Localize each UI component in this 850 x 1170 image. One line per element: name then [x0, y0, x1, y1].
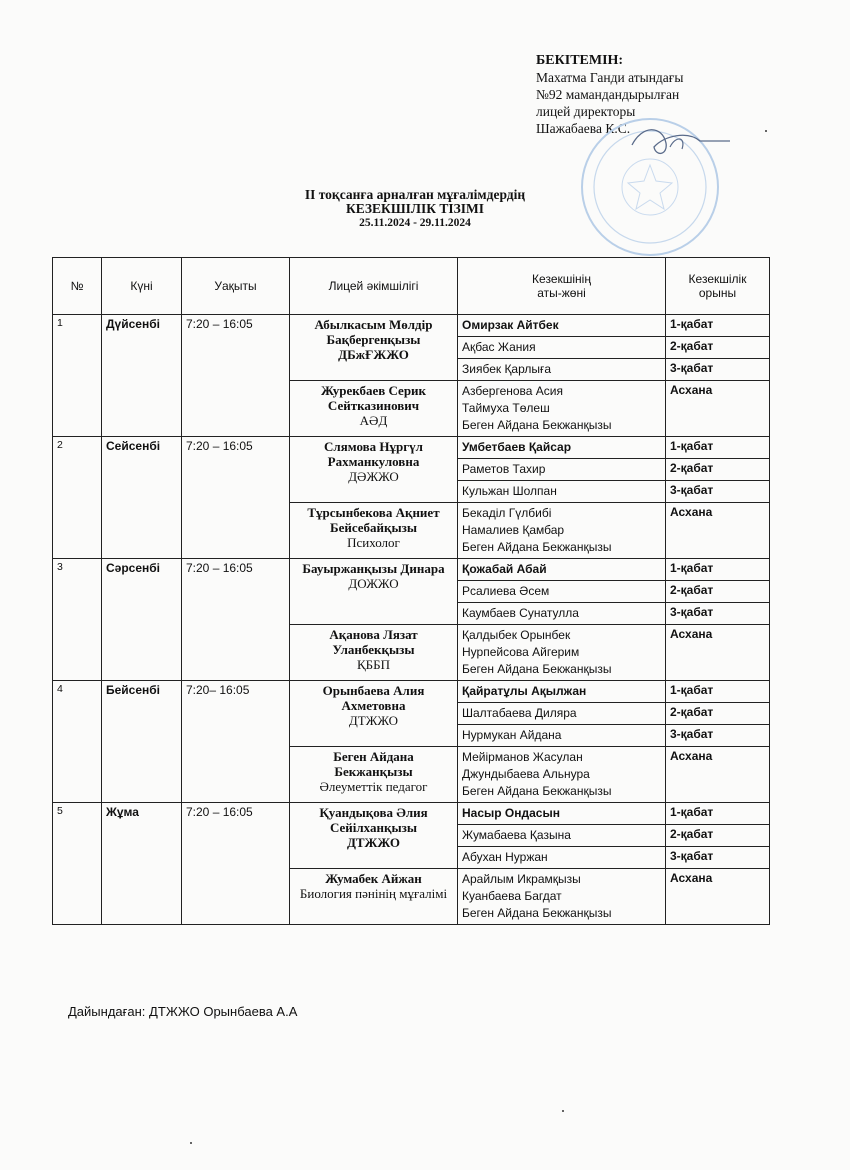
duty-place: 2-қабат [666, 581, 770, 603]
day-name: Сейсенбі [102, 437, 182, 559]
day-number: 2 [53, 437, 102, 559]
scan-speck [765, 130, 767, 132]
floor-duty-teacher: Ақбас Жания [458, 337, 666, 359]
canteen-teacher: Джундыбаева Альнура [462, 767, 590, 781]
admin-role: ДТЖЖО [348, 713, 399, 728]
header-duty-name-line1: Кезекшінің [532, 272, 591, 286]
duty-place: Асхана [666, 381, 770, 437]
canteen-duty-teachers [458, 869, 666, 925]
canteen-teacher: Беген Айдана Бекжанқызы [462, 784, 612, 798]
duty-place: 2-қабат [666, 459, 770, 481]
canteen-teacher: Беген Айдана Бекжанқызы [462, 906, 612, 920]
header-administration: Лицей әкімшілігі [290, 258, 458, 315]
header-duty-place-line1: Кезекшілік [688, 272, 747, 286]
table-row [53, 559, 770, 581]
day-number: 5 [53, 803, 102, 925]
admin-role: ҚББП [357, 657, 390, 672]
canteen-duty-teachers [458, 625, 666, 681]
table-row [53, 315, 770, 337]
admin-on-duty [290, 559, 458, 625]
approval-line: Махатма Ганди атындағы [536, 70, 684, 85]
header-duty-place [666, 258, 770, 315]
table-row [53, 803, 770, 825]
admin-on-duty [290, 869, 458, 925]
table-row [53, 437, 770, 459]
duty-place: 2-қабат [666, 703, 770, 725]
admin-role: ДБжҒЖЖО [338, 347, 409, 362]
admin-role: ДОЖЖО [348, 576, 399, 591]
approval-heading: БЕКІТЕМІН: [536, 53, 624, 68]
header-duty-name [458, 258, 666, 315]
canteen-teacher: Таймуха Төлеш [462, 401, 550, 415]
admin-on-duty [290, 625, 458, 681]
floor-duty-teacher: Каумбаев Сунатулла [458, 603, 666, 625]
duty-time: 7:20– 16:05 [182, 681, 290, 803]
duty-place: 3-қабат [666, 725, 770, 747]
canteen-teacher: Мейірманов Жасулан [462, 750, 583, 764]
scan-speck [562, 1110, 564, 1112]
admin-name: Абылкасым Мөлдір Бақбергенқызы [314, 317, 433, 347]
canteen-duty-teachers [458, 503, 666, 559]
admin-on-duty [290, 503, 458, 559]
duty-place: 1-қабат [666, 437, 770, 459]
admin-name: Орынбаева Алия Ахметовна [322, 683, 425, 713]
day-name: Жұма [102, 803, 182, 925]
floor-duty-teacher: Омирзак Айтбек [458, 315, 666, 337]
duty-place: 3-қабат [666, 847, 770, 869]
duty-place: 2-қабат [666, 337, 770, 359]
header-duty-place-line2: орыны [698, 286, 737, 300]
admin-role: Биология пәнінің мұғалімі [299, 886, 448, 901]
day-name: Дүйсенбі [102, 315, 182, 437]
header-number: № [53, 258, 102, 315]
floor-duty-teacher: Раметов Тахир [458, 459, 666, 481]
header-day: Күні [102, 258, 182, 315]
floor-duty-teacher: Насыр Ондасын [458, 803, 666, 825]
admin-name: Бауыржанқызы Динара [302, 561, 445, 576]
canteen-teacher: Беген Айдана Бекжанқызы [462, 418, 612, 432]
floor-duty-teacher: Шалтабаева Диляра [458, 703, 666, 725]
title-line-2: КЕЗЕКШІЛІК ТІЗІМІ [345, 201, 485, 216]
admin-name: Жумабек Айжан [325, 871, 422, 886]
duty-place: Асхана [666, 747, 770, 803]
duty-place: 3-қабат [666, 359, 770, 381]
day-name: Бейсенбі [102, 681, 182, 803]
title-line-1: ІІ тоқсанға арналған мұғалімдердің [304, 187, 526, 202]
admin-name: Тұрсынбекова Ақниет Бейсебайқызы [307, 505, 440, 535]
admin-role: ДТЖЖО [346, 835, 401, 850]
canteen-teacher: Нурпейсова Айгерим [462, 645, 580, 659]
duty-place: Асхана [666, 869, 770, 925]
approval-line: лицей директоры [536, 104, 636, 119]
floor-duty-teacher: Қожабай Абай [458, 559, 666, 581]
admin-on-duty [290, 803, 458, 869]
scan-speck [190, 1142, 192, 1144]
official-seal-and-signature [570, 105, 730, 265]
canteen-teacher: Беген Айдана Бекжанқызы [462, 662, 612, 676]
admin-name: Ақанова Лязат Уланбекқызы [329, 627, 418, 657]
canteen-teacher: Куанбаева Багдат [462, 889, 562, 903]
duty-time: 7:20 – 16:05 [182, 315, 290, 437]
document-title [230, 188, 600, 230]
duty-place: 1-қабат [666, 559, 770, 581]
table-row [53, 681, 770, 703]
admin-name: Қуандықова Әлия Сейілханқызы [319, 805, 428, 835]
floor-duty-teacher: Абухан Нуржан [458, 847, 666, 869]
canteen-teacher: Азбергенова Асия [462, 384, 563, 398]
canteen-teacher: Арайлым Икрамқызы [462, 872, 581, 886]
admin-on-duty [290, 315, 458, 381]
day-number: 1 [53, 315, 102, 437]
floor-duty-teacher: Кульжан Шолпан [458, 481, 666, 503]
duty-place: 3-қабат [666, 603, 770, 625]
floor-duty-teacher: Қайратұлы Ақылжан [458, 681, 666, 703]
floor-duty-teacher: Жумабаева Қазына [458, 825, 666, 847]
admin-role: Психолог [347, 535, 400, 550]
floor-duty-teacher: Рсалиева Әсем [458, 581, 666, 603]
duty-time: 7:20 – 16:05 [182, 803, 290, 925]
admin-name: Беген Айдана Бекжанқызы [333, 749, 414, 779]
canteen-duty-teachers [458, 747, 666, 803]
canteen-teacher: Намалиев Қамбар [462, 523, 565, 537]
admin-name: Слямова Нұргүл Рахманкуловна [324, 439, 423, 469]
admin-on-duty [290, 381, 458, 437]
duty-place: 3-қабат [666, 481, 770, 503]
canteen-teacher: Беген Айдана Бекжанқызы [462, 540, 612, 554]
duty-place: 1-қабат [666, 803, 770, 825]
day-number: 3 [53, 559, 102, 681]
duty-time: 7:20 – 16:05 [182, 559, 290, 681]
duty-place: Асхана [666, 503, 770, 559]
duty-place: Асхана [666, 625, 770, 681]
admin-role: ДӘЖЖО [348, 469, 399, 484]
table-header-row [53, 258, 770, 315]
admin-role: Әлеуметтік педагог [319, 779, 428, 794]
admin-name: Журекбаев Серик Сейтказинович [320, 383, 427, 413]
admin-on-duty [290, 681, 458, 747]
approval-line: №92 мамандандырылған [536, 87, 680, 102]
admin-on-duty [290, 747, 458, 803]
prepared-by: Дайындаған: ДТЖЖО Орынбаева А.А [68, 1004, 298, 1019]
duty-place: 2-қабат [666, 825, 770, 847]
header-duty-name-line2: аты-жөні [537, 286, 586, 300]
duty-time: 7:20 – 16:05 [182, 437, 290, 559]
canteen-teacher: Бекаділ Гүлбибі [462, 506, 552, 520]
day-number: 4 [53, 681, 102, 803]
canteen-duty-teachers [458, 381, 666, 437]
floor-duty-teacher: Нурмукан Айдана [458, 725, 666, 747]
admin-role: АӘД [359, 413, 388, 428]
duty-schedule-table [52, 257, 770, 925]
admin-on-duty [290, 437, 458, 503]
duty-place: 1-қабат [666, 315, 770, 337]
approval-line: Шажабаева К.С. [536, 121, 631, 136]
duty-place: 1-қабат [666, 681, 770, 703]
floor-duty-teacher: Умбетбаев Қайсар [458, 437, 666, 459]
canteen-teacher: Қалдыбек Орынбек [462, 628, 571, 642]
header-time: Уақыты [182, 258, 290, 315]
floor-duty-teacher: Зиябек Қарлыға [458, 359, 666, 381]
day-name: Сәрсенбі [102, 559, 182, 681]
title-date-range: 25.11.2024 - 29.11.2024 [359, 217, 471, 229]
